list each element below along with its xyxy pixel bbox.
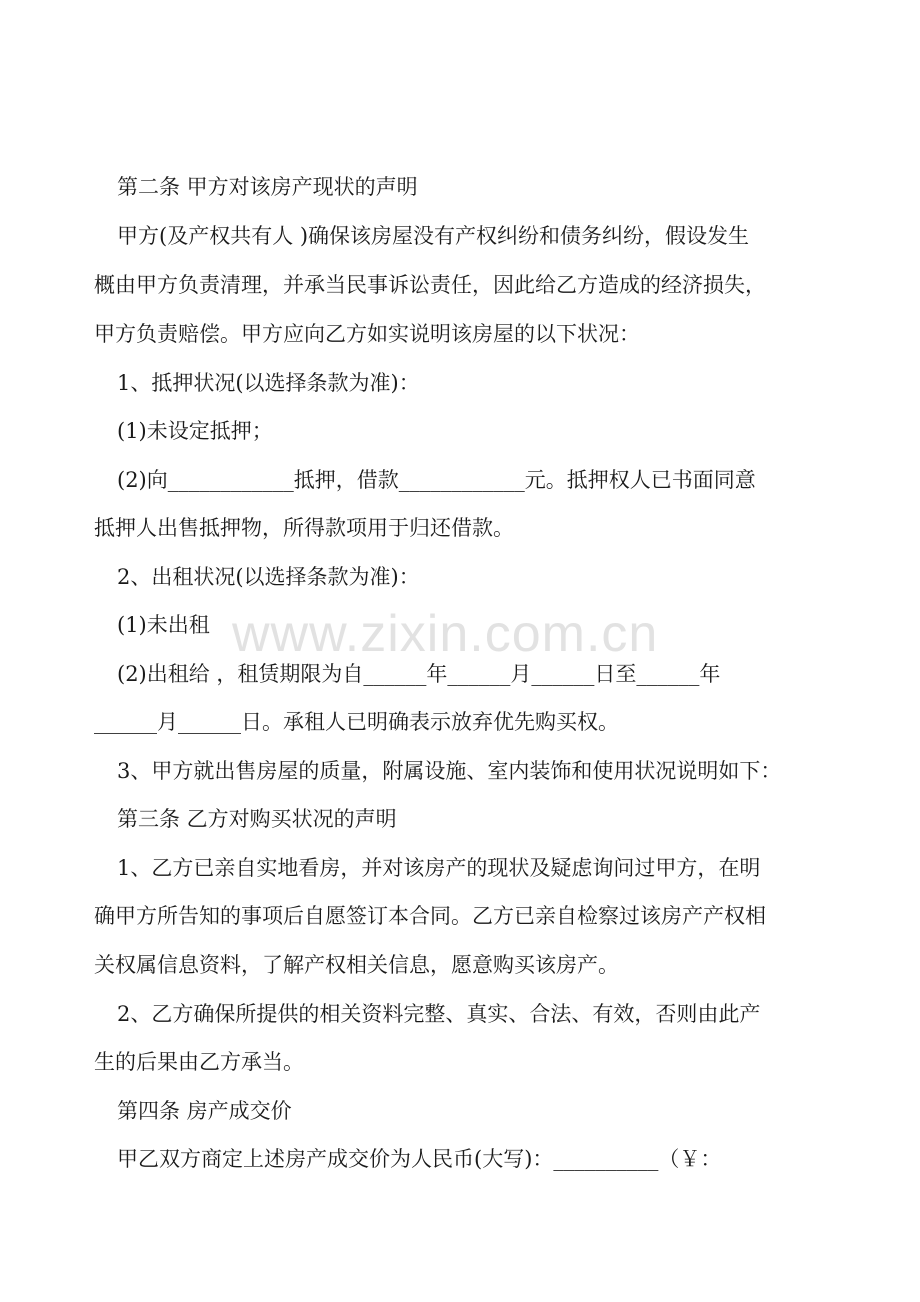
paragraph-line: 概由甲方负责清理，并承当民事诉讼责任，因此给乙方造成的经济损失，: [94, 273, 766, 297]
paragraph-line: 甲乙双方商定上述房产成交价为人民币(大写)：__________（￥：: [117, 1147, 722, 1171]
watermark: www.zixin.com.cn: [232, 605, 659, 663]
paragraph-line: 生的后果由乙方承当。: [94, 1050, 304, 1074]
option-no-mortgage: (1)未设定抵押；: [117, 419, 273, 443]
paragraph-line: 1、乙方已亲自实地看房，并对该房产的现状及疑虑询问过甲方，在明: [117, 856, 761, 880]
paragraph-line: ______月______日。承租人已明确表示放弃优先购买权。: [94, 710, 619, 734]
clause-mortgage-status: 1、抵押状况(以选择条款为准)：: [117, 371, 420, 395]
paragraph-line: 确甲方所告知的事项后自愿签订本合同。乙方已亲自检察过该房产产权相: [94, 904, 766, 928]
paragraph-line: 2、乙方确保所提供的相关资料完整、真实、合法、有效，否则由此产: [117, 1002, 761, 1026]
option-mortgaged: (2)向____________抵押，借款____________元。抵押权人已书面同意: [117, 468, 756, 492]
paragraph-line: 抵押人出售抵押物，所得款项用于归还借款。: [94, 516, 514, 540]
heading-article-3: 第三条 乙方对购买状况的声明: [117, 807, 397, 831]
clause-quality-statement: 3、甲方就出售房屋的质量，附属设施、室内装饰和使用状况说明如下：: [117, 759, 782, 783]
paragraph-line: 甲方负责赔偿。甲方应向乙方如实说明该房屋的以下状况：: [94, 322, 640, 346]
paragraph-line: 关权属信息资料，了解产权相关信息，愿意购买该房产。: [94, 953, 619, 977]
clause-rental-status: 2、出租状况(以选择条款为准)：: [117, 565, 420, 589]
heading-article-2: 第二条 甲方对该房产现状的声明: [117, 175, 418, 199]
option-rented: (2)出租给 ，租赁期限为自______年______月______日至______年: [117, 662, 721, 686]
option-not-rented: (1)未出租: [117, 613, 210, 637]
paragraph-line: 甲方(及产权共有人 )确保该房屋没有产权纠纷和债务纠纷，假设发生: [117, 224, 750, 248]
heading-article-4: 第四条 房产成交价: [117, 1099, 292, 1123]
